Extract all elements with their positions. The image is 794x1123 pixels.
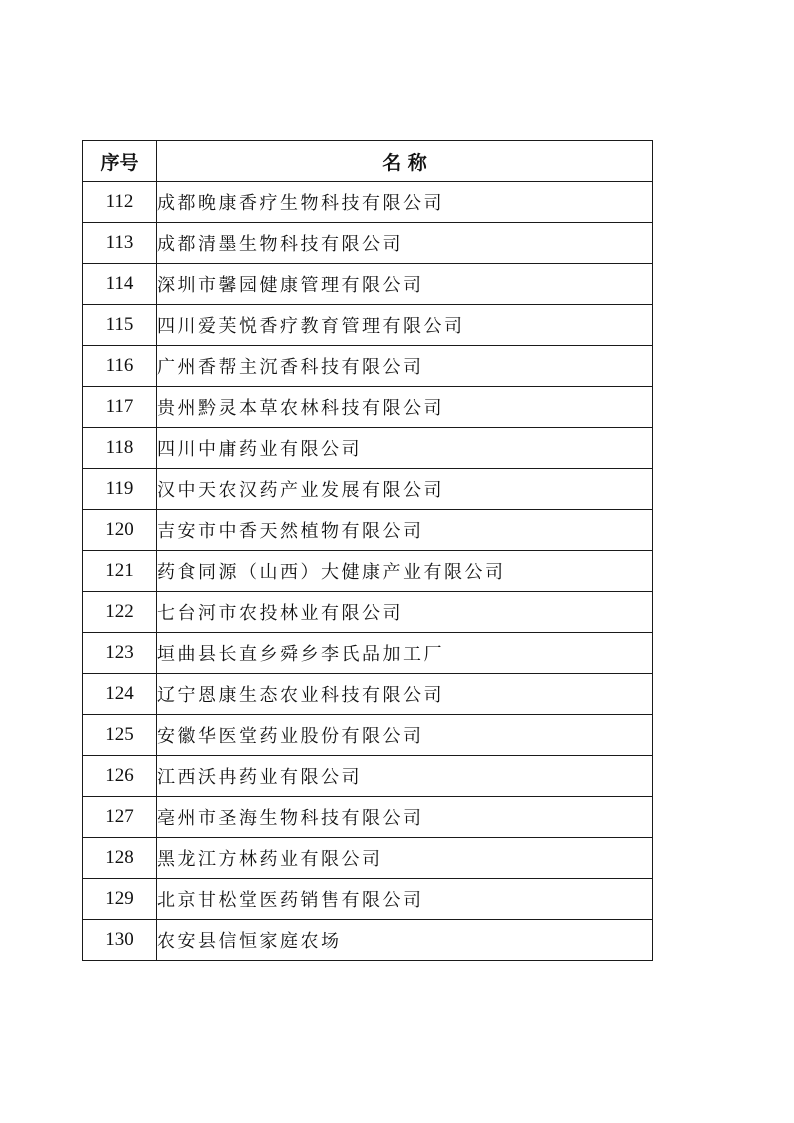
row-company-name: 深圳市馨园健康管理有限公司 — [157, 264, 653, 305]
table-row — [83, 469, 653, 510]
row-index: 118 — [83, 428, 157, 469]
row-index: 122 — [83, 592, 157, 633]
table-row — [83, 264, 653, 305]
table-row — [83, 428, 653, 469]
row-company-name: 农安县信恒家庭农场 — [157, 920, 653, 961]
row-index: 123 — [83, 633, 157, 674]
row-company-name: 北京甘松堂医药销售有限公司 — [157, 879, 653, 920]
row-index: 127 — [83, 797, 157, 838]
header-name: 名 称 — [157, 141, 653, 182]
row-index: 129 — [83, 879, 157, 920]
row-company-name: 贵州黔灵本草农林科技有限公司 — [157, 387, 653, 428]
row-index: 113 — [83, 223, 157, 264]
row-index: 126 — [83, 756, 157, 797]
table-row — [83, 305, 653, 346]
table-row — [83, 182, 653, 223]
row-company-name: 广州香帮主沉香科技有限公司 — [157, 346, 653, 387]
table-row — [83, 674, 653, 715]
row-index: 114 — [83, 264, 157, 305]
row-index: 121 — [83, 551, 157, 592]
row-company-name: 药食同源（山西）大健康产业有限公司 — [157, 551, 653, 592]
table-row — [83, 797, 653, 838]
header-index: 序号 — [83, 141, 157, 182]
row-company-name: 汉中天农汉药产业发展有限公司 — [157, 469, 653, 510]
row-company-name: 七台河市农投林业有限公司 — [157, 592, 653, 633]
row-index: 117 — [83, 387, 157, 428]
table-row — [83, 715, 653, 756]
row-company-name: 黑龙江方林药业有限公司 — [157, 838, 653, 879]
table-row — [83, 838, 653, 879]
table-row — [83, 387, 653, 428]
row-index: 124 — [83, 674, 157, 715]
row-index: 116 — [83, 346, 157, 387]
row-company-name: 吉安市中香天然植物有限公司 — [157, 510, 653, 551]
row-company-name: 四川中庸药业有限公司 — [157, 428, 653, 469]
row-company-name: 亳州市圣海生物科技有限公司 — [157, 797, 653, 838]
table-row — [83, 756, 653, 797]
row-company-name: 江西沃冉药业有限公司 — [157, 756, 653, 797]
table-row — [83, 633, 653, 674]
row-company-name: 安徽华医堂药业股份有限公司 — [157, 715, 653, 756]
row-index: 120 — [83, 510, 157, 551]
table-row — [83, 551, 653, 592]
row-index: 115 — [83, 305, 157, 346]
row-company-name: 垣曲县长直乡舜乡李氏品加工厂 — [157, 633, 653, 674]
row-company-name: 成都晚康香疗生物科技有限公司 — [157, 182, 653, 223]
row-index: 125 — [83, 715, 157, 756]
table-row — [83, 346, 653, 387]
table-header-row — [83, 141, 653, 182]
row-index: 112 — [83, 182, 157, 223]
table-row — [83, 920, 653, 961]
table-row — [83, 592, 653, 633]
row-index: 130 — [83, 920, 157, 961]
row-index: 119 — [83, 469, 157, 510]
row-company-name: 四川爱芙悦香疗教育管理有限公司 — [157, 305, 653, 346]
row-index: 128 — [83, 838, 157, 879]
company-list-table — [82, 140, 653, 961]
table-row — [83, 879, 653, 920]
row-company-name: 辽宁恩康生态农业科技有限公司 — [157, 674, 653, 715]
row-company-name: 成都清墨生物科技有限公司 — [157, 223, 653, 264]
table-row — [83, 510, 653, 551]
table-row — [83, 223, 653, 264]
